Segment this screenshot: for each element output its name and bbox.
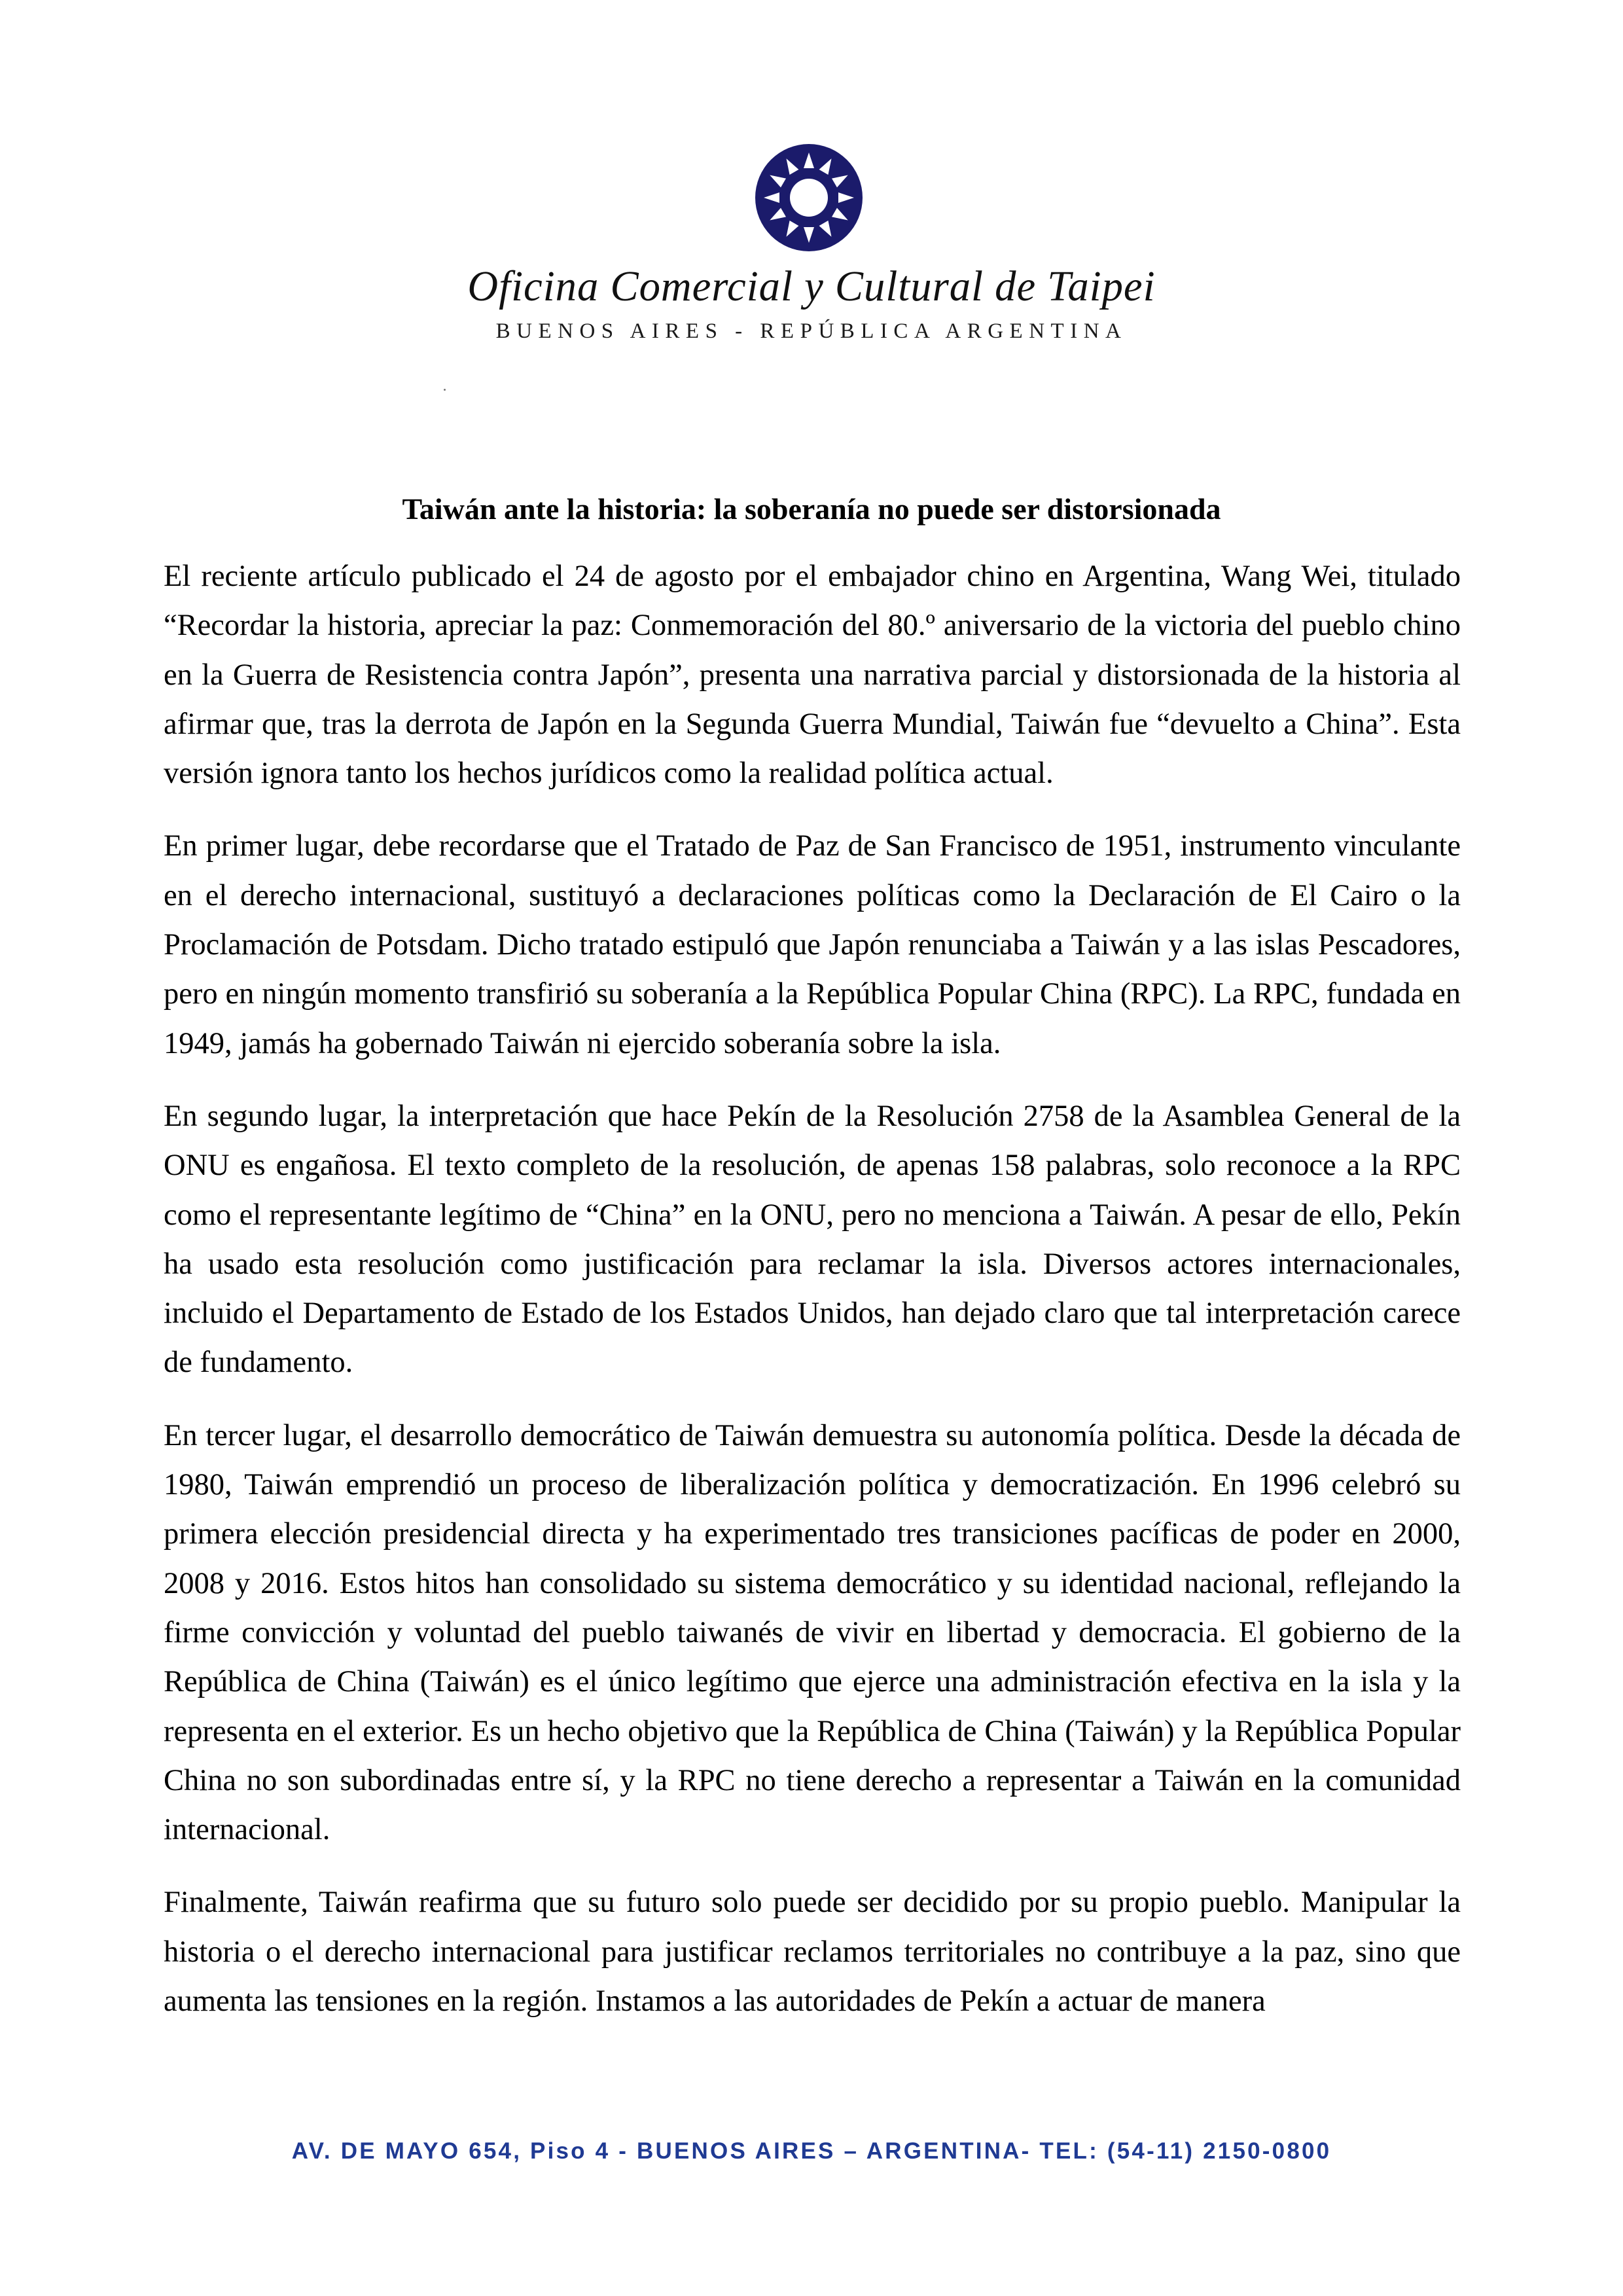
document-title: Taiwán ante la historia: la soberanía no puede ser distorsionada xyxy=(402,492,1221,526)
organization-name: Oficina Comercial y Cultural de Taipei xyxy=(467,262,1156,310)
paragraph-second-point: En segundo lugar, la interpretación que hace Pekín de la Resolución 2758 de la Asamblea General de la ONU es engañosa. El texto completo de la resolución, de apenas 158 palabras, solo reconoce a la RPC como el representante legítimo de “China” en la ONU, pero no menciona a Taiwán. A pesar de ello, Pekín ha usado esta resolución como justificación para reclamar la isla. Diversos actores internacionales, incluido el Departamento de Estado de los Estados Unidos, han dejado claro que tal interpretación carece de fundamento. xyxy=(164,1099,1461,1380)
paragraph-first-point: En primer lugar, debe recordarse que el Tratado de Paz de San Francisco de 1951, instrumento vinculante en el derecho internacional, sustituyó a declaraciones políticas como la Declaración de El Cairo o la Proclamación de Potsdam. Dicho tratado estipuló que Japón renunciaba a Taiwán y a las islas Pescadores, pero en ningún momento transfirió su soberanía a la República Popular China (RPC). La RPC, fundada en 1949, jamás ha gobernado Taiwán ni ejercido soberanía sobre la isla. xyxy=(164,829,1461,1060)
paragraph-third-point: En tercer lugar, el desarrollo democrático de Taiwán demuestra su autonomía política. Desde la década de 1980, Taiwán emprendió un proceso de liberalización política y democratización. En 1996 celebró su primera elección presidencial directa y ha experimentado tres transiciones pacíficas de poder en 2000, 2008 y 2016. Estos hitos han consolidado su sistema democrático y su identidad nacional, reflejando la firme convicción y voluntad del pueblo taiwanés de vivir en libertad y democracia. El gobierno de la República de China (Taiwán) es el único legítimo que ejerce una administración efectiva en la isla y la representa en el exterior. Es un hecho objetivo que la República de China (Taiwán) y la República Popular China no son subordinadas entre sí, y la RPC no tiene derecho a representar a Taiwán en la comunidad internacional. xyxy=(164,1418,1461,1847)
paragraph-intro: El reciente artículo publicado el 24 de agosto por el embajador chino en Argentina, Wang Wei, titulado “Recordar la historia, apreciar la paz: Conmemoración del 80.º aniversario de la victoria del pueblo chino en la Guerra de Resistencia contra Japón”, presenta una narrativa parcial y distorsionada de la historia al afirmar que, tras la derrota de Japón en la Segunda Guerra Mundial, Taiwán fue “devuelto a China”. Esta versión ignora tanto los hechos jurídicos como la realidad política actual. xyxy=(164,560,1461,791)
organization-location: BUENOS AIRES - REPÚBLICA ARGENTINA xyxy=(495,319,1128,343)
paragraph-conclusion: Finalmente, Taiwán reafirma que su futuro solo puede ser decidido por su propio pueblo. Manipular la historia o el derecho internacional para justificar reclamos territoriales no contribuye a la paz, sino que aumenta las tensiones en la región. Instamos a las autoridades de Pekín a actuar de manera xyxy=(164,1886,1461,2018)
footer-address: AV. DE MAYO 654, Piso 4 - BUENOS AIRES – ARGENTINA- TEL: (54-11) 2150-0800 xyxy=(291,2138,1332,2164)
sun-emblem-icon xyxy=(755,143,863,252)
document-body xyxy=(164,552,1461,2049)
scan-artifact xyxy=(444,389,446,391)
